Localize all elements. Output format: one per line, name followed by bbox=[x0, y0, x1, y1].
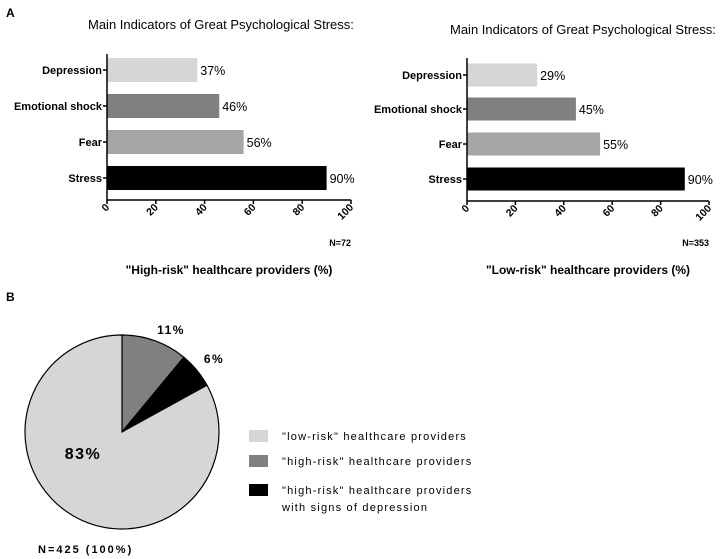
chart-title: Main Indicators of Great Psychological Stress: bbox=[450, 22, 716, 37]
x-tick-label-20: 20 bbox=[144, 201, 161, 219]
pie-label-pie-high-risk: 11% bbox=[157, 323, 185, 337]
x-tick-label-0: 0 bbox=[99, 201, 113, 215]
sample-size-label: N=353 bbox=[682, 238, 709, 248]
x-tick-label-0: 0 bbox=[459, 202, 473, 216]
category-label-fear: Fear bbox=[78, 137, 102, 149]
category-label-depression: Depression bbox=[402, 70, 462, 82]
x-tick-label-40: 40 bbox=[552, 202, 569, 220]
category-label-depression: Depression bbox=[42, 65, 102, 77]
data-label-stress: 90% bbox=[329, 172, 355, 186]
legend-swatch-pie-low-risk bbox=[249, 430, 268, 442]
panel-label-b: B bbox=[6, 290, 15, 304]
x-tick-label-40: 40 bbox=[192, 201, 210, 219]
x-tick-label-60: 60 bbox=[241, 201, 259, 219]
bar-chart-low-risk bbox=[374, 22, 716, 277]
x-tick-label-60: 60 bbox=[600, 202, 618, 220]
x-tick-label-80: 80 bbox=[290, 201, 308, 219]
bar-depression bbox=[107, 58, 197, 82]
pie-legend bbox=[249, 430, 473, 514]
data-label-stress: 90% bbox=[687, 173, 713, 187]
bar-fear bbox=[107, 130, 244, 154]
x-tick-label-80: 80 bbox=[648, 202, 666, 220]
bar-fear bbox=[467, 133, 600, 156]
category-label-emotional-shock: Emotional shock bbox=[13, 101, 102, 113]
data-label-depression: 37% bbox=[200, 64, 226, 78]
bar-stress bbox=[107, 166, 327, 190]
bar-emotional-shock bbox=[107, 94, 219, 118]
x-axis-label: "High-risk" healthcare providers (%) bbox=[125, 263, 333, 277]
legend-swatch-pie-high-risk-depression bbox=[249, 484, 268, 496]
pie-total-label: N=425 (100%) bbox=[38, 544, 134, 556]
sample-size-label: N=72 bbox=[329, 238, 351, 248]
pie-label-pie-low-risk: 83% bbox=[64, 446, 102, 463]
pie-chart bbox=[25, 323, 224, 529]
x-axis-label: "Low-risk" healthcare providers (%) bbox=[485, 263, 691, 277]
legend-label-pie-high-risk: "high-risk" healthcare providers bbox=[282, 456, 473, 468]
x-tick-label-100: 100 bbox=[335, 201, 357, 223]
legend-label-pie-low-risk: "low-risk" healthcare providers bbox=[282, 431, 468, 443]
bar-emotional-shock bbox=[467, 98, 576, 121]
category-label-emotional-shock: Emotional shock bbox=[373, 104, 462, 116]
data-label-emotional-shock: 45% bbox=[578, 103, 604, 117]
category-label-stress: Stress bbox=[428, 174, 462, 186]
chart-title: Main Indicators of Great Psychological Stress: bbox=[88, 17, 354, 32]
bar-chart-high-risk bbox=[14, 17, 356, 277]
data-label-fear: 56% bbox=[246, 136, 272, 150]
legend-swatch-pie-high-risk bbox=[249, 455, 268, 467]
category-label-stress: Stress bbox=[68, 173, 102, 185]
bar-depression bbox=[467, 64, 537, 87]
panel-label-a: A bbox=[6, 6, 15, 20]
x-tick-label-100: 100 bbox=[693, 202, 715, 224]
legend-label-pie-high-risk-depression: "high-risk" healthcare providers bbox=[282, 485, 473, 497]
category-label-fear: Fear bbox=[438, 139, 462, 151]
data-label-emotional-shock: 46% bbox=[222, 100, 248, 114]
data-label-depression: 29% bbox=[540, 69, 566, 83]
data-label-fear: 55% bbox=[603, 138, 629, 152]
bar-stress bbox=[467, 168, 685, 191]
pie-label-pie-high-risk-depression: 6% bbox=[203, 352, 225, 366]
x-tick-label-20: 20 bbox=[503, 202, 521, 220]
legend-label-pie-high-risk-depression-line2: with signs of depression bbox=[282, 502, 429, 514]
